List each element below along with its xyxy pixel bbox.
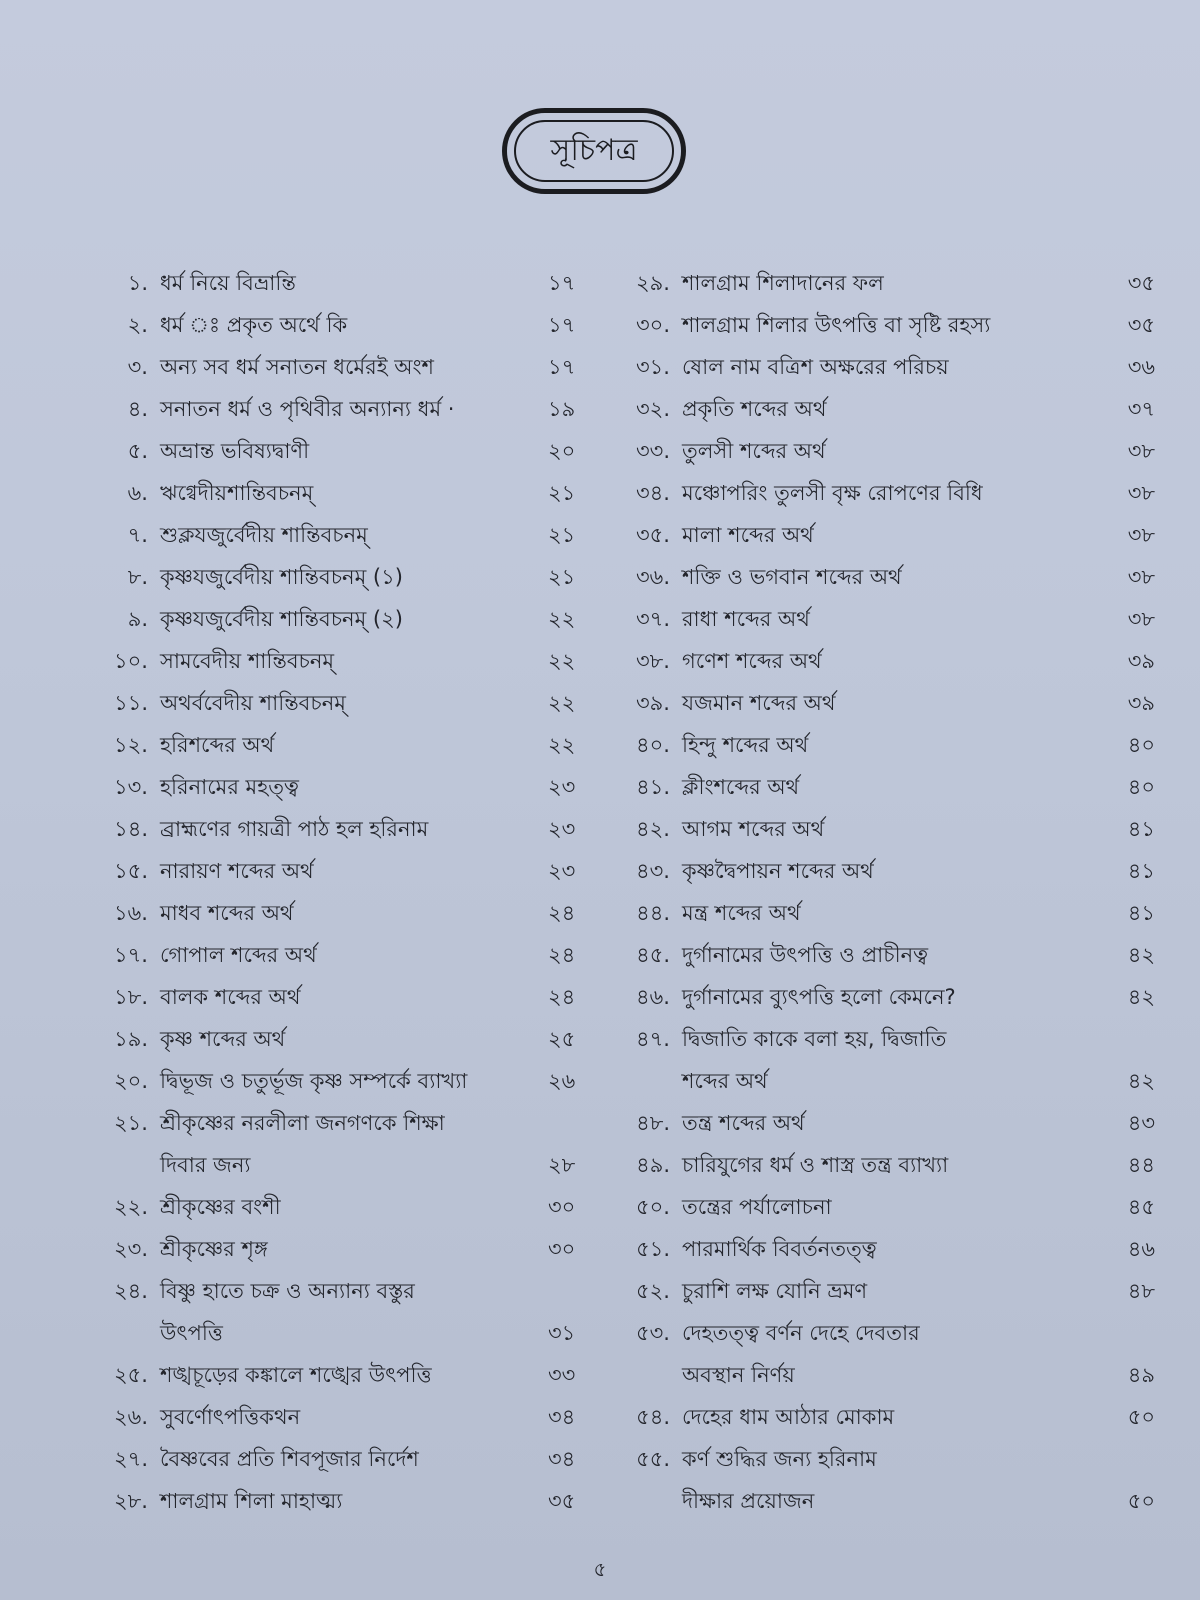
toc-entry-number: ২০. xyxy=(114,1069,148,1093)
toc-entry xyxy=(78,598,598,640)
toc-entry-title: উৎপত্তি xyxy=(160,1321,223,1345)
toc-entry-page: ৪২ xyxy=(1127,985,1155,1009)
toc-entry-page: ২৮ xyxy=(548,1153,576,1177)
toc-entry xyxy=(600,556,1155,598)
toc-entry-title: মাধব শব্দের অর্থ xyxy=(160,901,294,925)
toc-entry xyxy=(78,514,598,556)
toc-entry-number: ২৬. xyxy=(114,1405,148,1429)
toc-entry-number: ২৩. xyxy=(114,1237,148,1261)
toc-entry xyxy=(78,1354,598,1396)
toc-entry xyxy=(600,850,1155,892)
toc-entry-number: ৫৪. xyxy=(636,1405,670,1429)
toc-entry-number: ১৬. xyxy=(114,901,148,925)
toc-entry-number: ৯. xyxy=(127,607,148,631)
toc-entry xyxy=(78,262,598,304)
toc-entry-page: ৪১ xyxy=(1127,901,1155,925)
toc-entry xyxy=(600,1270,1155,1312)
toc-entry xyxy=(78,766,598,808)
toc-entry-page: ৪১ xyxy=(1127,817,1155,841)
toc-entry xyxy=(78,682,598,724)
toc-entry-page: ৫০ xyxy=(1127,1489,1155,1513)
toc-entry-title: চারিযুগের ধর্ম ও শাস্ত্র তন্ত্র ব্যাখ্যা xyxy=(682,1153,949,1177)
toc-entry xyxy=(600,1102,1155,1144)
toc-entry-page: ৩৫ xyxy=(548,1489,576,1513)
toc-entry-title: দেহতত্ত্ব বর্ণন দেহে দেবতার xyxy=(682,1321,920,1345)
toc-entry-number: ৪৪. xyxy=(636,901,670,925)
toc-entry-title: শালগ্রাম শিলার উৎপত্তি বা সৃষ্টি রহস্য xyxy=(682,313,991,337)
toc-entry-title: শক্তি ও ভগবান শব্দের অর্থ xyxy=(682,565,902,589)
toc-entry-number: ১৫. xyxy=(114,859,148,883)
toc-entry xyxy=(600,1186,1155,1228)
toc-entry xyxy=(600,346,1155,388)
toc-entry-title: দুর্গানামের উৎপত্তি ও প্রাচীনত্ব xyxy=(682,943,929,967)
toc-entry-number: ৩৭. xyxy=(636,607,670,631)
toc-entry-number: ৩৩. xyxy=(636,439,670,463)
toc-entry xyxy=(78,1102,598,1186)
toc-entry xyxy=(600,892,1155,934)
toc-entry-number: ৪৮. xyxy=(636,1111,670,1135)
toc-entry-number: ৩৮. xyxy=(636,649,670,673)
toc-entry-page: ৩৭ xyxy=(1127,397,1155,421)
toc-entry-title: কৃষ্ণযজুর্বেদীয় শান্তিবচনম্ (১) xyxy=(160,565,403,589)
toc-entry-number: ২৭. xyxy=(114,1447,148,1471)
toc-entry-page: ২৩ xyxy=(548,817,576,841)
toc-entry-title: হরিনামের মহত্ত্ব xyxy=(160,775,299,799)
toc-entry-title: ঋগ্বেদীয়শান্তিবচনম্ xyxy=(160,481,314,505)
toc-entry-title: গোপাল শব্দের অর্থ xyxy=(160,943,317,967)
toc-entry-page: ২৪ xyxy=(548,985,576,1009)
toc-entry xyxy=(78,388,598,430)
toc-entry-title: হিন্দু শব্দের অর্থ xyxy=(682,733,809,757)
toc-entry-number: ১১. xyxy=(114,691,148,715)
toc-entry-number: ৩১. xyxy=(636,355,670,379)
toc-entry xyxy=(600,640,1155,682)
toc-entry xyxy=(600,388,1155,430)
toc-entry-title: সুবর্ণোৎপত্তিকথন xyxy=(160,1405,301,1429)
toc-entry-page: ১৭ xyxy=(548,355,576,379)
toc-entry-number: ৪৯. xyxy=(636,1153,670,1177)
toc-entry xyxy=(78,724,598,766)
toc-entry-number: ১৭. xyxy=(114,943,148,967)
toc-entry-page: ৪২ xyxy=(1127,1069,1155,1093)
toc-entry-page: ২৪ xyxy=(548,901,576,925)
toc-entry xyxy=(600,430,1155,472)
toc-entry-title: অভ্রান্ত ভবিষ্যদ্বাণী xyxy=(160,439,310,463)
toc-entry xyxy=(600,598,1155,640)
toc-entry-page: ৪৫ xyxy=(1127,1195,1155,1219)
toc-entry xyxy=(600,976,1155,1018)
toc-entry-title: বৈষ্ণবের প্রতি শিবপূজার নির্দেশ xyxy=(160,1447,419,1471)
toc-entry-title: দীক্ষার প্রয়োজন xyxy=(682,1489,815,1513)
toc-entry-title: যজমান শব্দের অর্থ xyxy=(682,691,836,715)
toc-entry-title: অথর্ববেদীয় শান্তিবচনম্ xyxy=(160,691,346,715)
toc-entry-title: অবস্থান নির্ণয় xyxy=(682,1363,795,1387)
toc-entry-page: ৩৮ xyxy=(1127,481,1155,505)
toc-entry-page: ৩৬ xyxy=(1127,355,1155,379)
toc-entry-number: ১৩. xyxy=(114,775,148,799)
toc-entry xyxy=(78,430,598,472)
toc-entry xyxy=(600,472,1155,514)
toc-entry-page: ৪৩ xyxy=(1127,1111,1155,1135)
toc-entry-title: শব্দের অর্থ xyxy=(682,1069,768,1093)
toc-entry-page: ২৫ xyxy=(548,1027,576,1051)
toc-entry-page: ৪০ xyxy=(1127,775,1155,799)
toc-entry-page: ১৭ xyxy=(548,271,576,295)
toc-entry-title: দ্বিভূজ ও চতুর্ভূজ কৃষ্ণ সম্পর্কে ব্যাখ্যা xyxy=(160,1069,468,1093)
toc-entry-title: কৃষ্ণ শব্দের অর্থ xyxy=(160,1027,286,1051)
toc-entry-title: ধর্ম নিয়ে বিভ্রান্তি xyxy=(160,271,296,295)
toc-entry-page: ২৩ xyxy=(548,859,576,883)
toc-entry-number: ২২. xyxy=(114,1195,148,1219)
toc-entry-title: তন্ত্র শব্দের অর্থ xyxy=(682,1111,805,1135)
toc-entry-number: ৫. xyxy=(127,439,148,463)
toc-entry-number: ৪৬. xyxy=(636,985,670,1009)
toc-entry xyxy=(78,1228,598,1270)
toc-entry-page: ২৬ xyxy=(548,1069,576,1093)
toc-entry-page: ৪৮ xyxy=(1127,1279,1155,1303)
toc-entry-page: ২০ xyxy=(548,439,576,463)
toc-entry-page: ২২ xyxy=(548,607,576,631)
toc-entry-title: ক্লীংশব্দের অর্থ xyxy=(682,775,800,799)
toc-entry-title: শ্রীকৃষ্ণের নরলীলা জনগণকে শিক্ষা xyxy=(160,1111,445,1135)
toc-entry-number: ৪১. xyxy=(636,775,670,799)
toc-entry xyxy=(600,304,1155,346)
toc-entry-page: ২২ xyxy=(548,649,576,673)
toc-entry-page: ৩৮ xyxy=(1127,439,1155,463)
toc-entry-page: ৩৯ xyxy=(1127,649,1155,673)
toc-entry-title: কৃষ্ণদ্বৈপায়ন শব্দের অর্থ xyxy=(682,859,874,883)
toc-entry-title: শালগ্রাম শিলাদানের ফল xyxy=(682,271,884,295)
toc-entry-page: ২২ xyxy=(548,691,576,715)
toc-entry-page: ৩৯ xyxy=(1127,691,1155,715)
toc-entry-number: ৩৯. xyxy=(636,691,670,715)
toc-entry xyxy=(78,640,598,682)
toc-entry xyxy=(600,1144,1155,1186)
toc-entry-page: ২৪ xyxy=(548,943,576,967)
toc-entry xyxy=(600,1228,1155,1270)
toc-entry xyxy=(78,1396,598,1438)
toc-entry-page: ৩৪ xyxy=(548,1447,576,1471)
toc-entry-title: ব্রাহ্মণের গায়ত্রী পাঠ হল হরিনাম xyxy=(160,817,429,841)
toc-entry xyxy=(600,1312,1155,1396)
toc-entry xyxy=(78,1060,598,1102)
toc-entry xyxy=(600,1396,1155,1438)
toc-entry-number: ১২. xyxy=(114,733,148,757)
toc-entry xyxy=(78,304,598,346)
toc-entry-page: ৪৯ xyxy=(1127,1363,1155,1387)
toc-entry-page: ৩০ xyxy=(548,1195,576,1219)
toc-entry-page: ১৭ xyxy=(548,313,576,337)
toc-entry-page: ৫০ xyxy=(1127,1405,1155,1429)
toc-entry-number: ১৮. xyxy=(114,985,148,1009)
toc-entry-title: সনাতন ধর্ম ও পৃথিবীর অন্যান্য ধর্ম · xyxy=(160,397,455,421)
toc-entry xyxy=(78,808,598,850)
toc-entry xyxy=(78,1438,598,1480)
toc-entry xyxy=(78,892,598,934)
toc-entry-title: দিবার জন্য xyxy=(160,1153,251,1177)
toc-entry-title: আগম শব্দের অর্থ xyxy=(682,817,825,841)
toc-entry-number: ৪৩. xyxy=(636,859,670,883)
toc-entry xyxy=(78,1480,598,1522)
toc-entry-number: ১৪. xyxy=(114,817,148,841)
toc-entry xyxy=(600,514,1155,556)
toc-entry-title: দেহের ধাম আঠার মোকাম xyxy=(682,1405,895,1429)
toc-entry-title: চুরাশি লক্ষ যোনি ভ্রমণ xyxy=(682,1279,868,1303)
toc-entry-number: ৩৫. xyxy=(636,523,670,547)
toc-entry-number: ৩৪. xyxy=(636,481,670,505)
toc-entry-number: ৩৬. xyxy=(636,565,670,589)
toc-entry xyxy=(600,1438,1155,1522)
toc-entry-number: ২. xyxy=(127,313,148,337)
toc-entry-title: কৃষ্ণযজুর্বেদীয় শান্তিবচনম্ (২) xyxy=(160,607,403,631)
toc-entry-title: মন্ত্র শব্দের অর্থ xyxy=(682,901,801,925)
toc-entry-number: ৬. xyxy=(127,481,148,505)
toc-entry xyxy=(600,262,1155,304)
toc-entry xyxy=(78,1018,598,1060)
toc-entry xyxy=(78,346,598,388)
toc-entry xyxy=(78,1270,598,1354)
toc-entry xyxy=(78,1186,598,1228)
toc-entry-title: শ্রীকৃষ্ণের বংশী xyxy=(160,1195,281,1219)
toc-entry-title: ধর্ম ঃ প্রকৃত অর্থে কি xyxy=(160,313,348,337)
toc-right-column xyxy=(600,262,1155,1522)
toc-entry xyxy=(600,1018,1155,1102)
toc-entry-number: ৪৫. xyxy=(636,943,670,967)
toc-entry-page: ২১ xyxy=(548,481,576,505)
toc-entry-number: ২৯. xyxy=(636,271,670,295)
toc-entry xyxy=(78,976,598,1018)
toc-entry-number: ৪৭. xyxy=(636,1027,670,1051)
toc-entry-page: ৩৮ xyxy=(1127,565,1155,589)
toc-entry-title: বিষ্ণু হাতে চক্র ও অন্যান্য বস্তুর xyxy=(160,1279,415,1303)
toc-entry-page: ২১ xyxy=(548,565,576,589)
toc-entry-number: ৫৩. xyxy=(636,1321,670,1345)
toc-entry-page: ৪২ xyxy=(1127,943,1155,967)
toc-entry-page: ২৩ xyxy=(548,775,576,799)
toc-entry-number: ১. xyxy=(127,271,148,295)
toc-entry-number: ২৮. xyxy=(114,1489,148,1513)
toc-entry-title: ষোল নাম বত্রিশ অক্ষরের পরিচয় xyxy=(682,355,949,379)
toc-entry-title: শুক্লযজুর্বেদীয় শান্তিবচনম্ xyxy=(160,523,368,547)
toc-entry xyxy=(600,766,1155,808)
toc-entry-title: রাধা শব্দের অর্থ xyxy=(682,607,810,631)
toc-entry xyxy=(78,934,598,976)
toc-entry-page: ৪০ xyxy=(1127,733,1155,757)
toc-entry-title: দুর্গানামের ব্যুৎপত্তি হলো কেমনে? xyxy=(682,985,956,1009)
toc-entry-title: অন্য সব ধর্ম সনাতন ধর্মেরই অংশ xyxy=(160,355,434,379)
toc-entry-number: ৮. xyxy=(127,565,148,589)
toc-entry-title: গণেশ শব্দের অর্থ xyxy=(682,649,822,673)
toc-entry-title: প্রকৃতি শব্দের অর্থ xyxy=(682,397,827,421)
toc-entry xyxy=(78,850,598,892)
toc-entry-title: বালক শব্দের অর্থ xyxy=(160,985,301,1009)
toc-entry-number: ৪. xyxy=(127,397,148,421)
toc-entry-number: ৫০. xyxy=(636,1195,670,1219)
toc-entry-title: হরিশব্দের অর্থ xyxy=(160,733,275,757)
toc-entry-page: ২২ xyxy=(548,733,576,757)
toc-entry-number: ৩০. xyxy=(636,313,670,337)
toc-left-column xyxy=(78,262,598,1522)
toc-entry-number: ২১. xyxy=(114,1111,148,1135)
toc-entry xyxy=(600,682,1155,724)
toc-entry-title: শঙ্খচূড়ের কঙ্কালে শঙ্খের উৎপত্তি xyxy=(160,1363,432,1387)
toc-entry-title: তন্ত্রের পর্যালোচনা xyxy=(682,1195,832,1219)
toc-entry-number: ৫৫. xyxy=(636,1447,670,1471)
toc-entry-page: ১৯ xyxy=(548,397,576,421)
toc-entry-title: মঞ্চোপরিং তুলসী বৃক্ষ রোপণের বিধি xyxy=(682,481,983,505)
toc-entry-title: তুলসী শব্দের অর্থ xyxy=(682,439,826,463)
toc-entry-number: ২৫. xyxy=(114,1363,148,1387)
toc-entry-page: ৪১ xyxy=(1127,859,1155,883)
toc-entry-page: ২১ xyxy=(548,523,576,547)
title-frame xyxy=(502,108,686,194)
toc-entry-page: ৩৫ xyxy=(1127,271,1155,295)
toc-entry-page: ৪৪ xyxy=(1127,1153,1155,1177)
page-title: সূচিপত্র xyxy=(550,132,638,168)
toc-entry-number: ৫১. xyxy=(636,1237,670,1261)
toc-entry-number: ৩২. xyxy=(636,397,670,421)
toc-entry-number: ৩. xyxy=(127,355,148,379)
toc-entry-page: ৩৪ xyxy=(548,1405,576,1429)
toc-entry-title: শালগ্রাম শিলা মাহাত্ম্য xyxy=(160,1489,343,1513)
toc-entry xyxy=(600,724,1155,766)
toc-entry-title: কর্ণ শুদ্ধির জন্য হরিনাম xyxy=(682,1447,877,1471)
toc-entry-number: ২৪. xyxy=(114,1279,148,1303)
toc-entry-title: শ্রীকৃষ্ণের শৃঙ্গ xyxy=(160,1237,268,1261)
toc-entry xyxy=(78,556,598,598)
title-frame-inner xyxy=(514,120,674,182)
toc-entry-number: ১৯. xyxy=(114,1027,148,1051)
toc-entry-number: ৭. xyxy=(127,523,148,547)
toc-entry-page: ৩৮ xyxy=(1127,607,1155,631)
toc-entry-title: নারায়ণ শব্দের অর্থ xyxy=(160,859,314,883)
toc-entry-title: সামবেদীয় শান্তিবচনম্ xyxy=(160,649,335,673)
toc-entry-number: ৪২. xyxy=(636,817,670,841)
toc-entry-title: দ্বিজাতি কাকে বলা হয়, দ্বিজাতি xyxy=(682,1027,947,1051)
toc-entry-title: পারমার্থিক বিবর্তনতত্ত্ব xyxy=(682,1237,877,1261)
toc-entry xyxy=(78,472,598,514)
toc-entry-title: মালা শব্দের অর্থ xyxy=(682,523,814,547)
toc-entry xyxy=(600,934,1155,976)
toc-entry-page: ৩১ xyxy=(548,1321,576,1345)
toc-entry-page: ৩০ xyxy=(548,1237,576,1261)
toc-entry-number: ৪০. xyxy=(636,733,670,757)
toc-entry-number: ৫২. xyxy=(636,1279,670,1303)
toc-entry-number: ১০. xyxy=(114,649,148,673)
toc-entry-page: ৪৬ xyxy=(1127,1237,1155,1261)
toc-entry-page: ৩৫ xyxy=(1127,313,1155,337)
toc-entry xyxy=(600,808,1155,850)
page-number: ৫ xyxy=(593,1557,607,1581)
toc-entry-page: ৩৩ xyxy=(548,1363,576,1387)
toc-entry-page: ৩৮ xyxy=(1127,523,1155,547)
